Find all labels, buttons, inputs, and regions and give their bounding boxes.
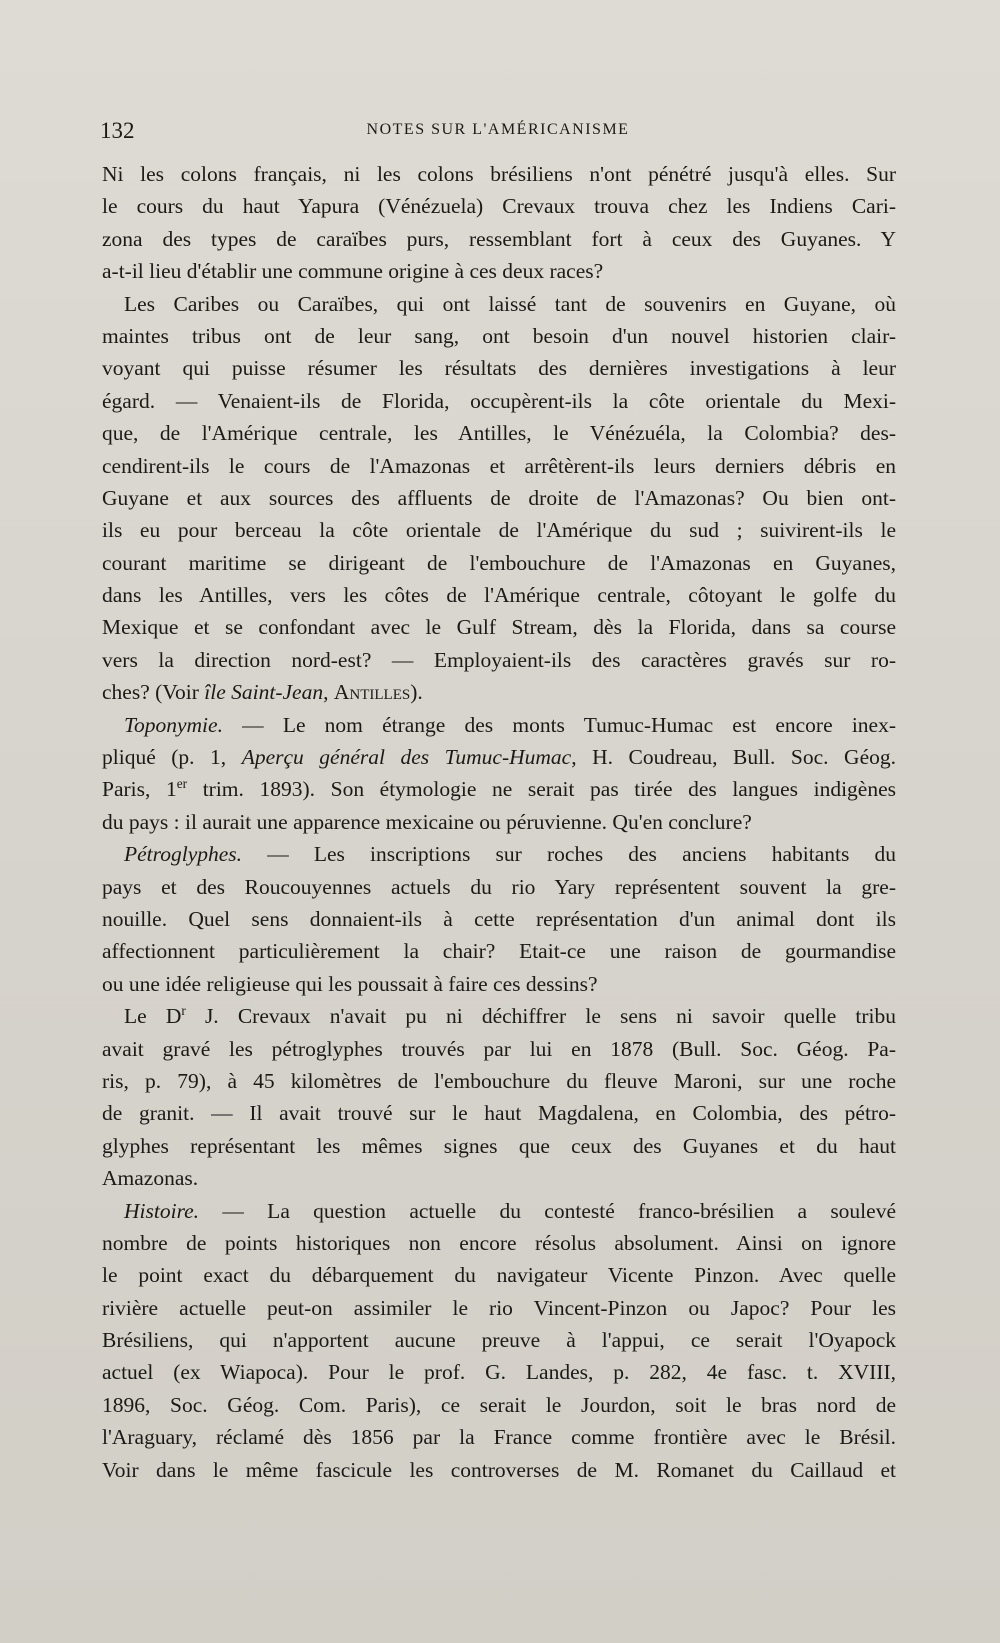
superscript: r bbox=[181, 1003, 186, 1018]
text-line: Les Caribes ou Caraïbes, qui ont laissé tant de souvenirs en Guyane, où bbox=[124, 291, 896, 316]
text-line: nouille. Quel sens donnaient-ils à cette représentation d'un animal dont ils bbox=[102, 906, 896, 931]
text-line: zona des types de caraïbes purs, ressemblant fort à ceux des Guyanes. Y bbox=[102, 226, 896, 251]
text-line bbox=[102, 741, 896, 773]
text-line: que, de l'Amérique centrale, les Antilles, le Vénézuéla, la Colombia? des- bbox=[102, 421, 896, 446]
text-line: ris, p. 79), à 45 kilomètres de l'embouchure du fleuve Maroni, sur une roche bbox=[102, 1068, 896, 1093]
text-run: — Le nom étrange des monts Tumuc-Humac est encore inex- bbox=[222, 712, 896, 737]
text-line: Brésiliens, qui n'apportent aucune preuve à l'appui, ce serait l'Oyapock bbox=[102, 1328, 896, 1353]
text-run: — Les inscriptions sur roches des anciens habitants du bbox=[242, 842, 896, 867]
text-run: ches? (Voir bbox=[102, 680, 205, 705]
text-run: Le D bbox=[124, 1004, 182, 1029]
text-line: nombre de points historiques non encore résolus absolument. Ainsi on ignore bbox=[102, 1230, 896, 1255]
superscript: er bbox=[176, 776, 188, 792]
text-line: ou une idée religieuse qui les poussait à faire ces dessins? bbox=[102, 971, 598, 996]
text-line bbox=[102, 709, 896, 741]
text-line: Guyane et aux sources des affluents de droite de l'Amazonas? Ou bien ont- bbox=[102, 485, 896, 510]
text-line: dans les Antilles, vers les côtes de l'Amérique centrale, côtoyant le golfe du bbox=[102, 583, 896, 608]
text-line: courant maritime se dirigeant de l'embouchure de l'Amazonas en Guyanes, bbox=[102, 550, 896, 575]
text-run: pliqué (p. 1, bbox=[102, 745, 242, 770]
text-run: ). bbox=[410, 680, 423, 705]
section-heading: Toponymie. bbox=[124, 712, 223, 737]
text-line: glyphes représentant les mêmes signes que ceux des Guyanes et du haut bbox=[102, 1133, 896, 1158]
text-line: Ni les colons français, ni les colons brésiliens n'ont pénétré jusqu'à elles. Sur bbox=[102, 162, 896, 186]
text-line: rivière actuelle peut-on assimiler le rio Vincent-Pinzon ou Japoc? Pour les bbox=[102, 1295, 896, 1320]
text-line: égard. — Venaient-ils de Florida, occupèrent-ils la côte orientale du Mexi- bbox=[102, 388, 896, 413]
text-line: pays et des Roucouyennes actuels du rio Yary représentent souvent la gre- bbox=[102, 874, 896, 899]
text-line bbox=[102, 676, 896, 708]
small-caps-run: Antilles bbox=[333, 680, 411, 705]
text-line: du pays : il aurait une apparence mexicaine ou péruvienne. Qu'en conclure? bbox=[102, 809, 752, 834]
text-line bbox=[102, 1000, 896, 1032]
section-heading: Histoire. bbox=[124, 1198, 200, 1223]
text-run: trim. 1893). Son étymologie ne serait pas tirée des langues indigènes bbox=[187, 777, 897, 802]
text-line: le cours du haut Yapura (Vénézuela) Crevaux trouva chez les Indiens Cari- bbox=[102, 194, 896, 219]
text-line bbox=[102, 1195, 896, 1227]
text-line: actuel (ex Wiapoca). Pour le prof. G. Landes, p. 282, 4e fasc. t. XVIII, bbox=[102, 1360, 896, 1385]
text-run: , H. Coudreau, Bull. Soc. Géog. bbox=[571, 745, 896, 770]
text-line: 1896, Soc. Géog. Com. Paris), ce serait le Jourdon, soit le bras nord de bbox=[102, 1392, 896, 1417]
text-run: , bbox=[323, 680, 334, 705]
text-line: ils eu pour berceau la côte orientale de l'Amérique du sud ; suivirent-ils le bbox=[102, 518, 896, 543]
text-line: maintes tribus ont de leur sang, ont besoin d'un nouvel historien clair- bbox=[102, 323, 896, 348]
text-line: Mexique et se confondant avec le Gulf Stream, dès la Florida, dans sa course bbox=[102, 615, 896, 640]
italic-run: Aperçu général des Tumuc-Humac bbox=[241, 745, 572, 770]
text-line: avait gravé les pétroglyphes trouvés par lui en 1878 (Bull. Soc. Géog. Pa- bbox=[102, 1036, 896, 1061]
text-line: Amazonas. bbox=[102, 1166, 199, 1191]
text-line: le point exact du débarquement du navigateur Vicente Pinzon. Avec quelle bbox=[102, 1263, 896, 1288]
text-run: Paris, 1 bbox=[102, 777, 177, 802]
text-line: a-t-il lieu d'établir une commune origine à ces deux races? bbox=[102, 259, 604, 284]
running-head bbox=[100, 118, 896, 146]
text-line: vers la direction nord-est? — Employaient-ils des caractères gravés sur ro- bbox=[102, 647, 896, 672]
text-line bbox=[102, 773, 896, 805]
text-line: cendirent-ils le cours de l'Amazonas et arrêtèrent-ils leurs derniers débris en bbox=[102, 453, 896, 478]
text-line: l'Araguary, réclamé dès 1856 par la France comme frontière avec le Brésil. bbox=[102, 1425, 896, 1450]
text-run: J. Crevaux n'avait pu ni déchiffrer le sens ni savoir quelle tribu bbox=[185, 1004, 896, 1029]
text-line: Voir dans le même fascicule les controverses de M. Romanet du Caillaud et bbox=[102, 1457, 896, 1482]
italic-run: île Saint-Jean bbox=[204, 680, 324, 705]
running-title: NOTES SUR L'AMÉRICANISME bbox=[366, 121, 630, 138]
text-line: de granit. — Il avait trouvé sur le haut Magdalena, en Colombia, des pétro- bbox=[102, 1101, 896, 1126]
section-heading: Pétroglyphes. bbox=[124, 842, 243, 867]
page-number: 132 bbox=[100, 118, 135, 143]
text-line: affectionnent particulièrement la chair? Etait-ce une raison de gourmandise bbox=[102, 939, 896, 964]
text-line: voyant qui puisse résumer les résultats des dernières investigations à leur bbox=[102, 356, 896, 381]
body-text bbox=[102, 158, 896, 1486]
text-line bbox=[102, 838, 896, 870]
text-run: — La question actuelle du contesté franco-brésilien a soulevé bbox=[199, 1198, 896, 1223]
